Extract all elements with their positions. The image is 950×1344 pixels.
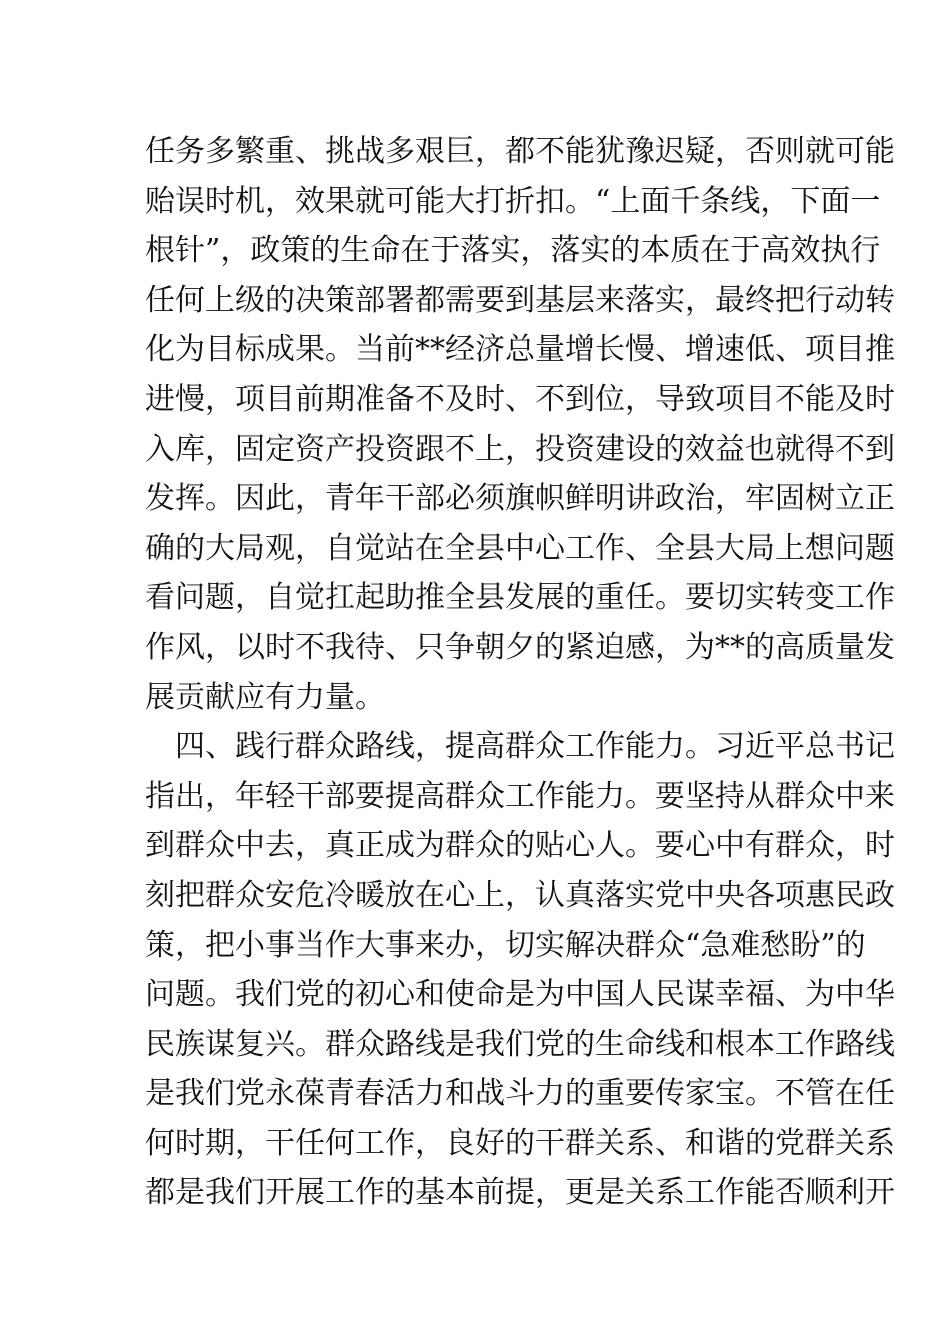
- text-line: 作风，以时不我待、只争朝夕的紧迫感，为**的高质量发: [145, 629, 895, 665]
- text-line: 问题。我们党的初心和使命是为中国人民谋幸福、为中华: [145, 977, 895, 1013]
- text-line: 入库，固定资产投资跟不上，投资建设的效益也就得不到: [145, 431, 895, 467]
- body-text: [145, 127, 895, 1218]
- text-line: 民族谋复兴。群众路线是我们党的生命线和根本工作路线: [145, 1026, 895, 1062]
- text-line: 刻把群众安危冷暖放在心上，认真落实党中央各项惠民政: [145, 877, 895, 913]
- text-line: 进慢，项目前期准备不及时、不到位，导致项目不能及时: [145, 381, 895, 417]
- text-line: 策，把小事当作大事来办，切实解决群众“急难愁盼”的: [145, 927, 866, 963]
- text-line: 展贡献应有力量。: [145, 679, 385, 715]
- text-line: 到群众中去，真正成为群众的贴心人。要心中有群众，时: [145, 828, 895, 864]
- text-line: 化为目标成果。当前**经济总量增长慢、增速低、项目推: [145, 332, 895, 368]
- text-line: 何时期，干任何工作，良好的干群关系、和谐的党群关系: [145, 1125, 895, 1161]
- paragraph-start-line: 四、践行群众路线，提高群众工作能力。习近平总书记: [175, 729, 895, 765]
- text-line: 贻误时机，效果就可能大打折扣。“上面千条线，下面一: [145, 183, 881, 219]
- text-line: 是我们党永葆青春活力和战斗力的重要传家宝。不管在任: [145, 1076, 895, 1112]
- text-line: 指出，年轻干部要提高群众工作能力。要坚持从群众中来: [145, 778, 895, 814]
- text-line: 根针”，政策的生命在于落实，落实的本质在于高效执行: [145, 233, 881, 269]
- text-line: 都是我们开展工作的基本前提，更是关系工作能否顺利开: [145, 1175, 895, 1211]
- text-line: 看问题，自觉扛起助推全县发展的重任。要切实转变工作: [145, 580, 895, 616]
- text-line: 发挥。因此，青年干部必须旗帜鲜明讲政治，牢固树立正: [145, 481, 895, 517]
- text-line: 确的大局观，自觉站在全县中心工作、全县大局上想问题: [145, 530, 895, 566]
- text-line: 任务多繁重、挑战多艰巨，都不能犹豫迟疑，否则就可能: [145, 134, 895, 169]
- text-line: 任何上级的决策部署都需要到基层来落实，最终把行动转: [145, 282, 895, 318]
